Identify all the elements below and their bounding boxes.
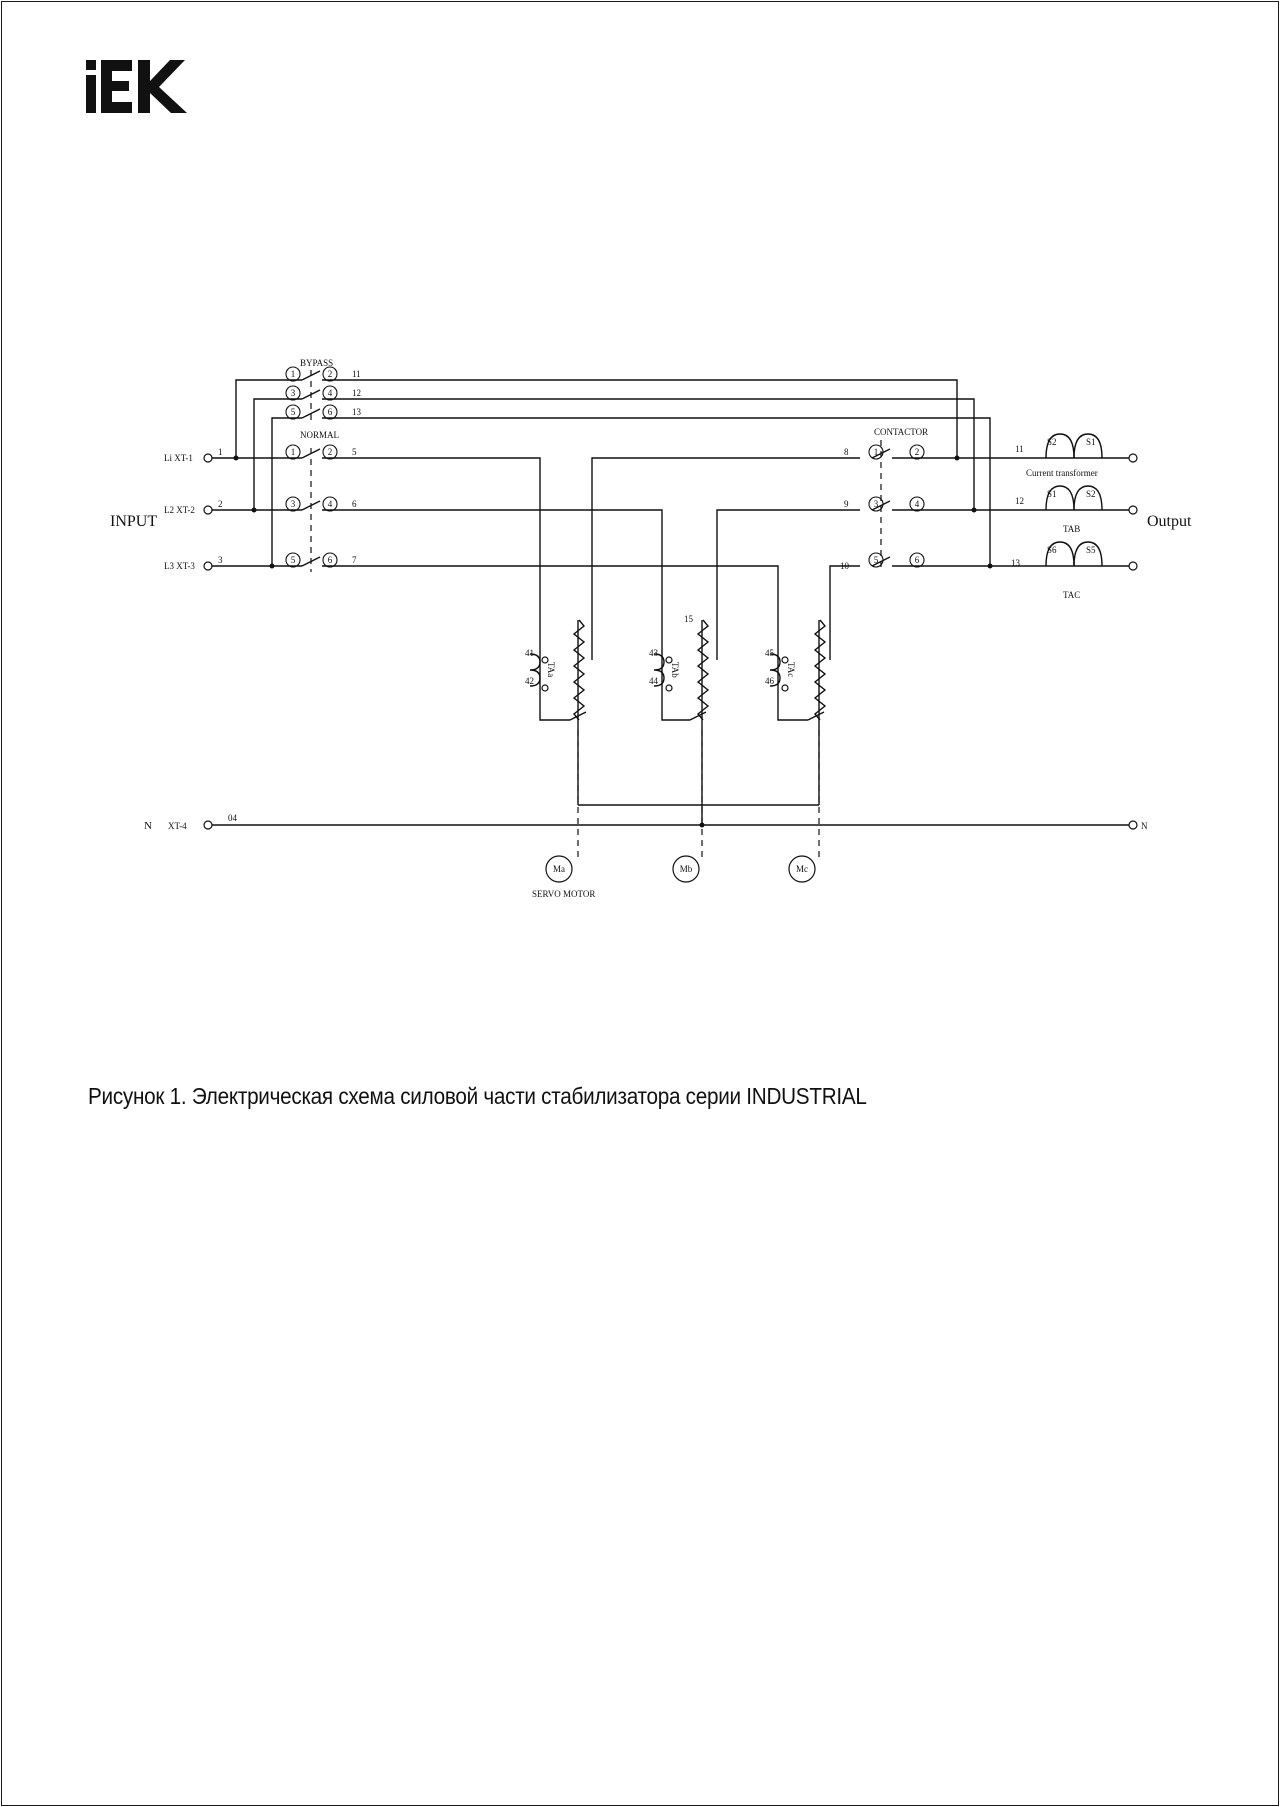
bypass-bus-3-right [341, 418, 990, 566]
autotransformer-a [574, 620, 584, 720]
phase-c-out [830, 566, 860, 660]
junction-neutral [700, 823, 705, 828]
svg-text:S1: S1 [1086, 437, 1096, 447]
output-label: Output [1147, 513, 1192, 530]
autotransformer-c [815, 620, 825, 720]
svg-text:7: 7 [352, 555, 357, 565]
contactor-blade-3 [872, 557, 914, 566]
tap-44 [666, 685, 672, 691]
svg-text:2: 2 [327, 447, 333, 457]
bypass-bus-1-right [341, 380, 957, 458]
terminal-n [204, 821, 212, 829]
terminal-l2 [204, 506, 212, 514]
svg-text:1: 1 [218, 447, 223, 457]
terminal-label-l1: Li XT-1 [164, 453, 193, 463]
junction-5 [972, 508, 977, 513]
svg-text:46: 46 [765, 676, 774, 686]
svg-text:S5: S5 [1086, 545, 1096, 555]
tap-46 [782, 685, 788, 691]
svg-text:9: 9 [844, 499, 849, 509]
svg-text:5: 5 [290, 407, 296, 417]
svg-text:1: 1 [290, 369, 296, 379]
svg-text:TAb: TAb [670, 662, 680, 678]
svg-text:S1: S1 [1047, 489, 1057, 499]
svg-text:4: 4 [327, 388, 333, 398]
svg-text:5: 5 [290, 555, 296, 565]
junction-3 [270, 564, 275, 569]
bypass-bus-3-left [272, 418, 302, 566]
svg-text:8: 8 [844, 447, 849, 457]
terminal-out-1 [1129, 454, 1137, 462]
svg-text:3: 3 [873, 499, 879, 509]
servo-motor-label: SERVO MOTOR [532, 889, 596, 899]
svg-text:3: 3 [290, 499, 296, 509]
junction-6 [988, 564, 993, 569]
terminal-label-n: N [144, 820, 152, 832]
contactor-blade-1 [872, 449, 914, 458]
svg-text:5: 5 [352, 447, 357, 457]
junction-1 [234, 456, 239, 461]
terminal-out-3 [1129, 562, 1137, 570]
terminal-label-l3: L3 XT-3 [164, 561, 195, 571]
autotransformer-b [698, 620, 708, 720]
svg-text:1: 1 [290, 447, 296, 457]
input-label: INPUT [110, 513, 158, 530]
normal-label: NORMAL [300, 430, 340, 440]
contactor-blade-2 [872, 501, 914, 510]
svg-text:13: 13 [1011, 558, 1020, 568]
svg-text:TAc: TAc [786, 662, 796, 678]
terminal-label-n-out: N [1141, 821, 1148, 831]
svg-text:45: 45 [765, 648, 774, 658]
svg-text:Mc: Mc [796, 864, 808, 874]
svg-text:2: 2 [218, 499, 223, 509]
svg-text:6: 6 [327, 555, 333, 565]
phase-a-in [341, 458, 570, 720]
svg-text:6: 6 [914, 555, 920, 565]
svg-text:15: 15 [684, 614, 693, 624]
svg-text:2: 2 [327, 369, 333, 379]
svg-text:43: 43 [649, 648, 658, 658]
svg-text:04: 04 [228, 813, 237, 823]
svg-text:12: 12 [1015, 496, 1024, 506]
junction-4 [955, 456, 960, 461]
svg-text:Ma: Ma [553, 864, 565, 874]
svg-text:11: 11 [1015, 444, 1024, 454]
contactor-label: CONTACTOR [874, 427, 929, 437]
junction-2 [252, 508, 257, 513]
svg-text:3: 3 [290, 388, 296, 398]
svg-text:6: 6 [327, 407, 333, 417]
svg-text:TAB: TAB [1063, 524, 1081, 534]
svg-text:4: 4 [914, 499, 920, 509]
terminal-l1 [204, 454, 212, 462]
svg-text:S2: S2 [1047, 437, 1057, 447]
svg-text:Mb: Mb [679, 864, 693, 874]
terminal-label-xt4: XT-4 [168, 821, 187, 831]
phase-b-out [717, 510, 860, 660]
tap-42 [542, 685, 548, 691]
current-transformer-label: Current transformer [1026, 468, 1098, 478]
phase-b-in [341, 510, 690, 720]
svg-text:10: 10 [840, 561, 849, 571]
svg-text:TAC: TAC [1063, 590, 1081, 600]
svg-text:3: 3 [218, 555, 223, 565]
terminal-label-l2: L2 XT-2 [164, 505, 195, 515]
figure-caption: Рисунок 1. Электрическая схема силовой части стабилизатора серии INDUSTRIAL [88, 1083, 867, 1109]
svg-text:44: 44 [649, 676, 658, 686]
svg-text:S6: S6 [1047, 545, 1057, 555]
terminal-out-n [1129, 821, 1137, 829]
svg-text:2: 2 [914, 447, 920, 457]
svg-text:S2: S2 [1086, 489, 1096, 499]
terminal-l3 [204, 562, 212, 570]
svg-text:13: 13 [352, 407, 361, 417]
bypass-label: BYPASS [300, 358, 334, 368]
terminal-out-2 [1129, 506, 1137, 514]
svg-text:12: 12 [352, 388, 361, 398]
svg-text:5: 5 [873, 555, 879, 565]
svg-text:TAa: TAa [546, 662, 556, 678]
svg-text:42: 42 [525, 676, 534, 686]
svg-text:6: 6 [352, 499, 357, 509]
svg-text:4: 4 [327, 499, 333, 509]
svg-text:11: 11 [352, 369, 361, 379]
svg-text:41: 41 [525, 648, 534, 658]
svg-text:1: 1 [873, 447, 879, 457]
